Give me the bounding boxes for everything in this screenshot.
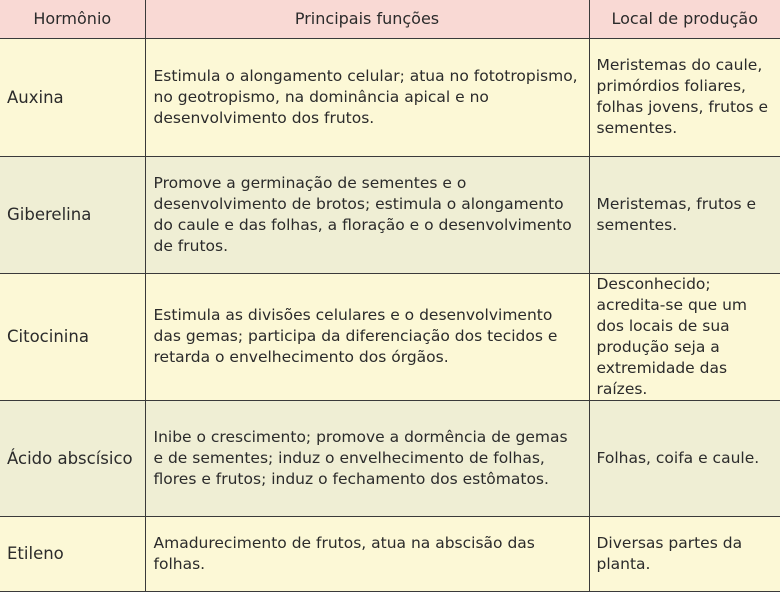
table-row [0, 516, 780, 591]
hormone-functions: Estimula o alongamento celular; atua no fototropismo, no geotropismo, na dominância apical e no desenvolvimento dos frutos. [145, 38, 589, 156]
header-hormone: Hormônio [0, 0, 145, 38]
hormone-location: Meristemas, frutos e sementes. [589, 156, 780, 273]
hormone-location: Folhas, coifa e caule. [589, 400, 780, 516]
hormone-functions: Estimula as divisões celulares e o desenvolvimento das gemas; participa da diferenciação dos tecidos e retarda o envelhecimento dos órgãos. [145, 273, 589, 400]
table-row [0, 400, 780, 516]
hormone-location: Desconhecido; acredita-se que um dos locais de sua produção seja a extremidade das raízes. [589, 273, 780, 400]
hormone-name: Giberelina [0, 156, 145, 273]
hormone-functions: Inibe o crescimento; promove a dormência de gemas e de sementes; induz o envelhecimento de folhas, flores e frutos; induz o fechamento dos estômatos. [145, 400, 589, 516]
hormone-name: Ácido abscísico [0, 400, 145, 516]
header-row [0, 0, 780, 38]
hormone-location: Meristemas do caule, primórdios foliares, folhas jovens, frutos e sementes. [589, 38, 780, 156]
table-row [0, 273, 780, 400]
hormone-name: Etileno [0, 516, 145, 591]
table-row [0, 38, 780, 156]
hormone-location: Diversas partes da planta. [589, 516, 780, 591]
header-functions: Principais funções [145, 0, 589, 38]
hormone-name: Citocinina [0, 273, 145, 400]
table-row [0, 156, 780, 273]
hormone-functions: Promove a germinação de sementes e o desenvolvimento de brotos; estimula o alongamento do caule e das folhas, a floração e o desenvolvimento de frutos. [145, 156, 589, 273]
hormone-functions: Amadurecimento de frutos, atua na abscisão das folhas. [145, 516, 589, 591]
header-location: Local de produção [589, 0, 780, 38]
hormone-name: Auxina [0, 38, 145, 156]
